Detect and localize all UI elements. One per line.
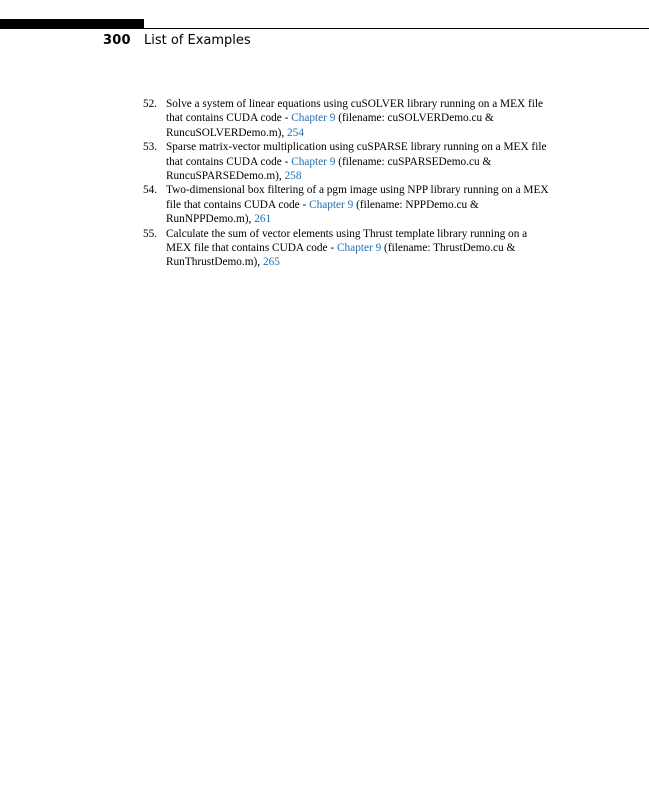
page-number: 300 — [103, 33, 131, 48]
page-link[interactable]: 258 — [284, 170, 302, 183]
page-link[interactable]: 261 — [254, 213, 272, 226]
example-number: 55. — [143, 227, 158, 240]
example-list — [143, 97, 553, 270]
list-item — [143, 183, 553, 226]
header-rule — [144, 28, 649, 29]
chapter-link[interactable]: Chapter 9 — [309, 198, 354, 211]
list-item — [143, 97, 553, 140]
list-item — [143, 140, 553, 183]
example-description: Calculate the sum of vector elements using Thrust template library running on a MEX file that contains CUDA code - — [166, 227, 528, 255]
chapter-link[interactable]: Chapter 9 — [291, 155, 336, 168]
example-number: 53. — [143, 141, 158, 154]
example-filename: (filename: ThrustDemo.cu & RunThrustDemo.m), — [166, 242, 516, 269]
example-number: 54. — [143, 184, 158, 197]
header-bar — [0, 19, 144, 29]
page-link[interactable]: 265 — [262, 256, 280, 269]
page-link[interactable]: 254 — [287, 126, 304, 139]
chapter-link[interactable]: Chapter 9 — [337, 242, 382, 255]
example-description: Two-dimensional box filtering of a pgm image using NPP library running on a MEX file that contains CUDA code - — [166, 184, 549, 211]
example-number: 52. — [143, 98, 158, 110]
example-description: Sparse matrix-vector multiplication using cuSPARSE library running on a MEX file that contains CUDA code - — [166, 141, 547, 168]
running-header-title: List of Examples — [144, 33, 251, 48]
list-item — [143, 227, 553, 270]
example-filename: (filename: cuSOLVERDemo.cu & RuncuSOLVERDemo.m), — [166, 112, 494, 139]
chapter-link[interactable]: Chapter 9 — [291, 112, 336, 125]
example-filename: (filename: NPPDemo.cu & RunNPPDemo.m), — [166, 198, 479, 226]
example-description: Solve a system of linear equations using cuSOLVER library running on a MEX file that contains CUDA code - — [166, 98, 544, 125]
example-filename: (filename: cuSPARSEDemo.cu & RuncuSPARSEDemo.m), — [166, 155, 492, 183]
